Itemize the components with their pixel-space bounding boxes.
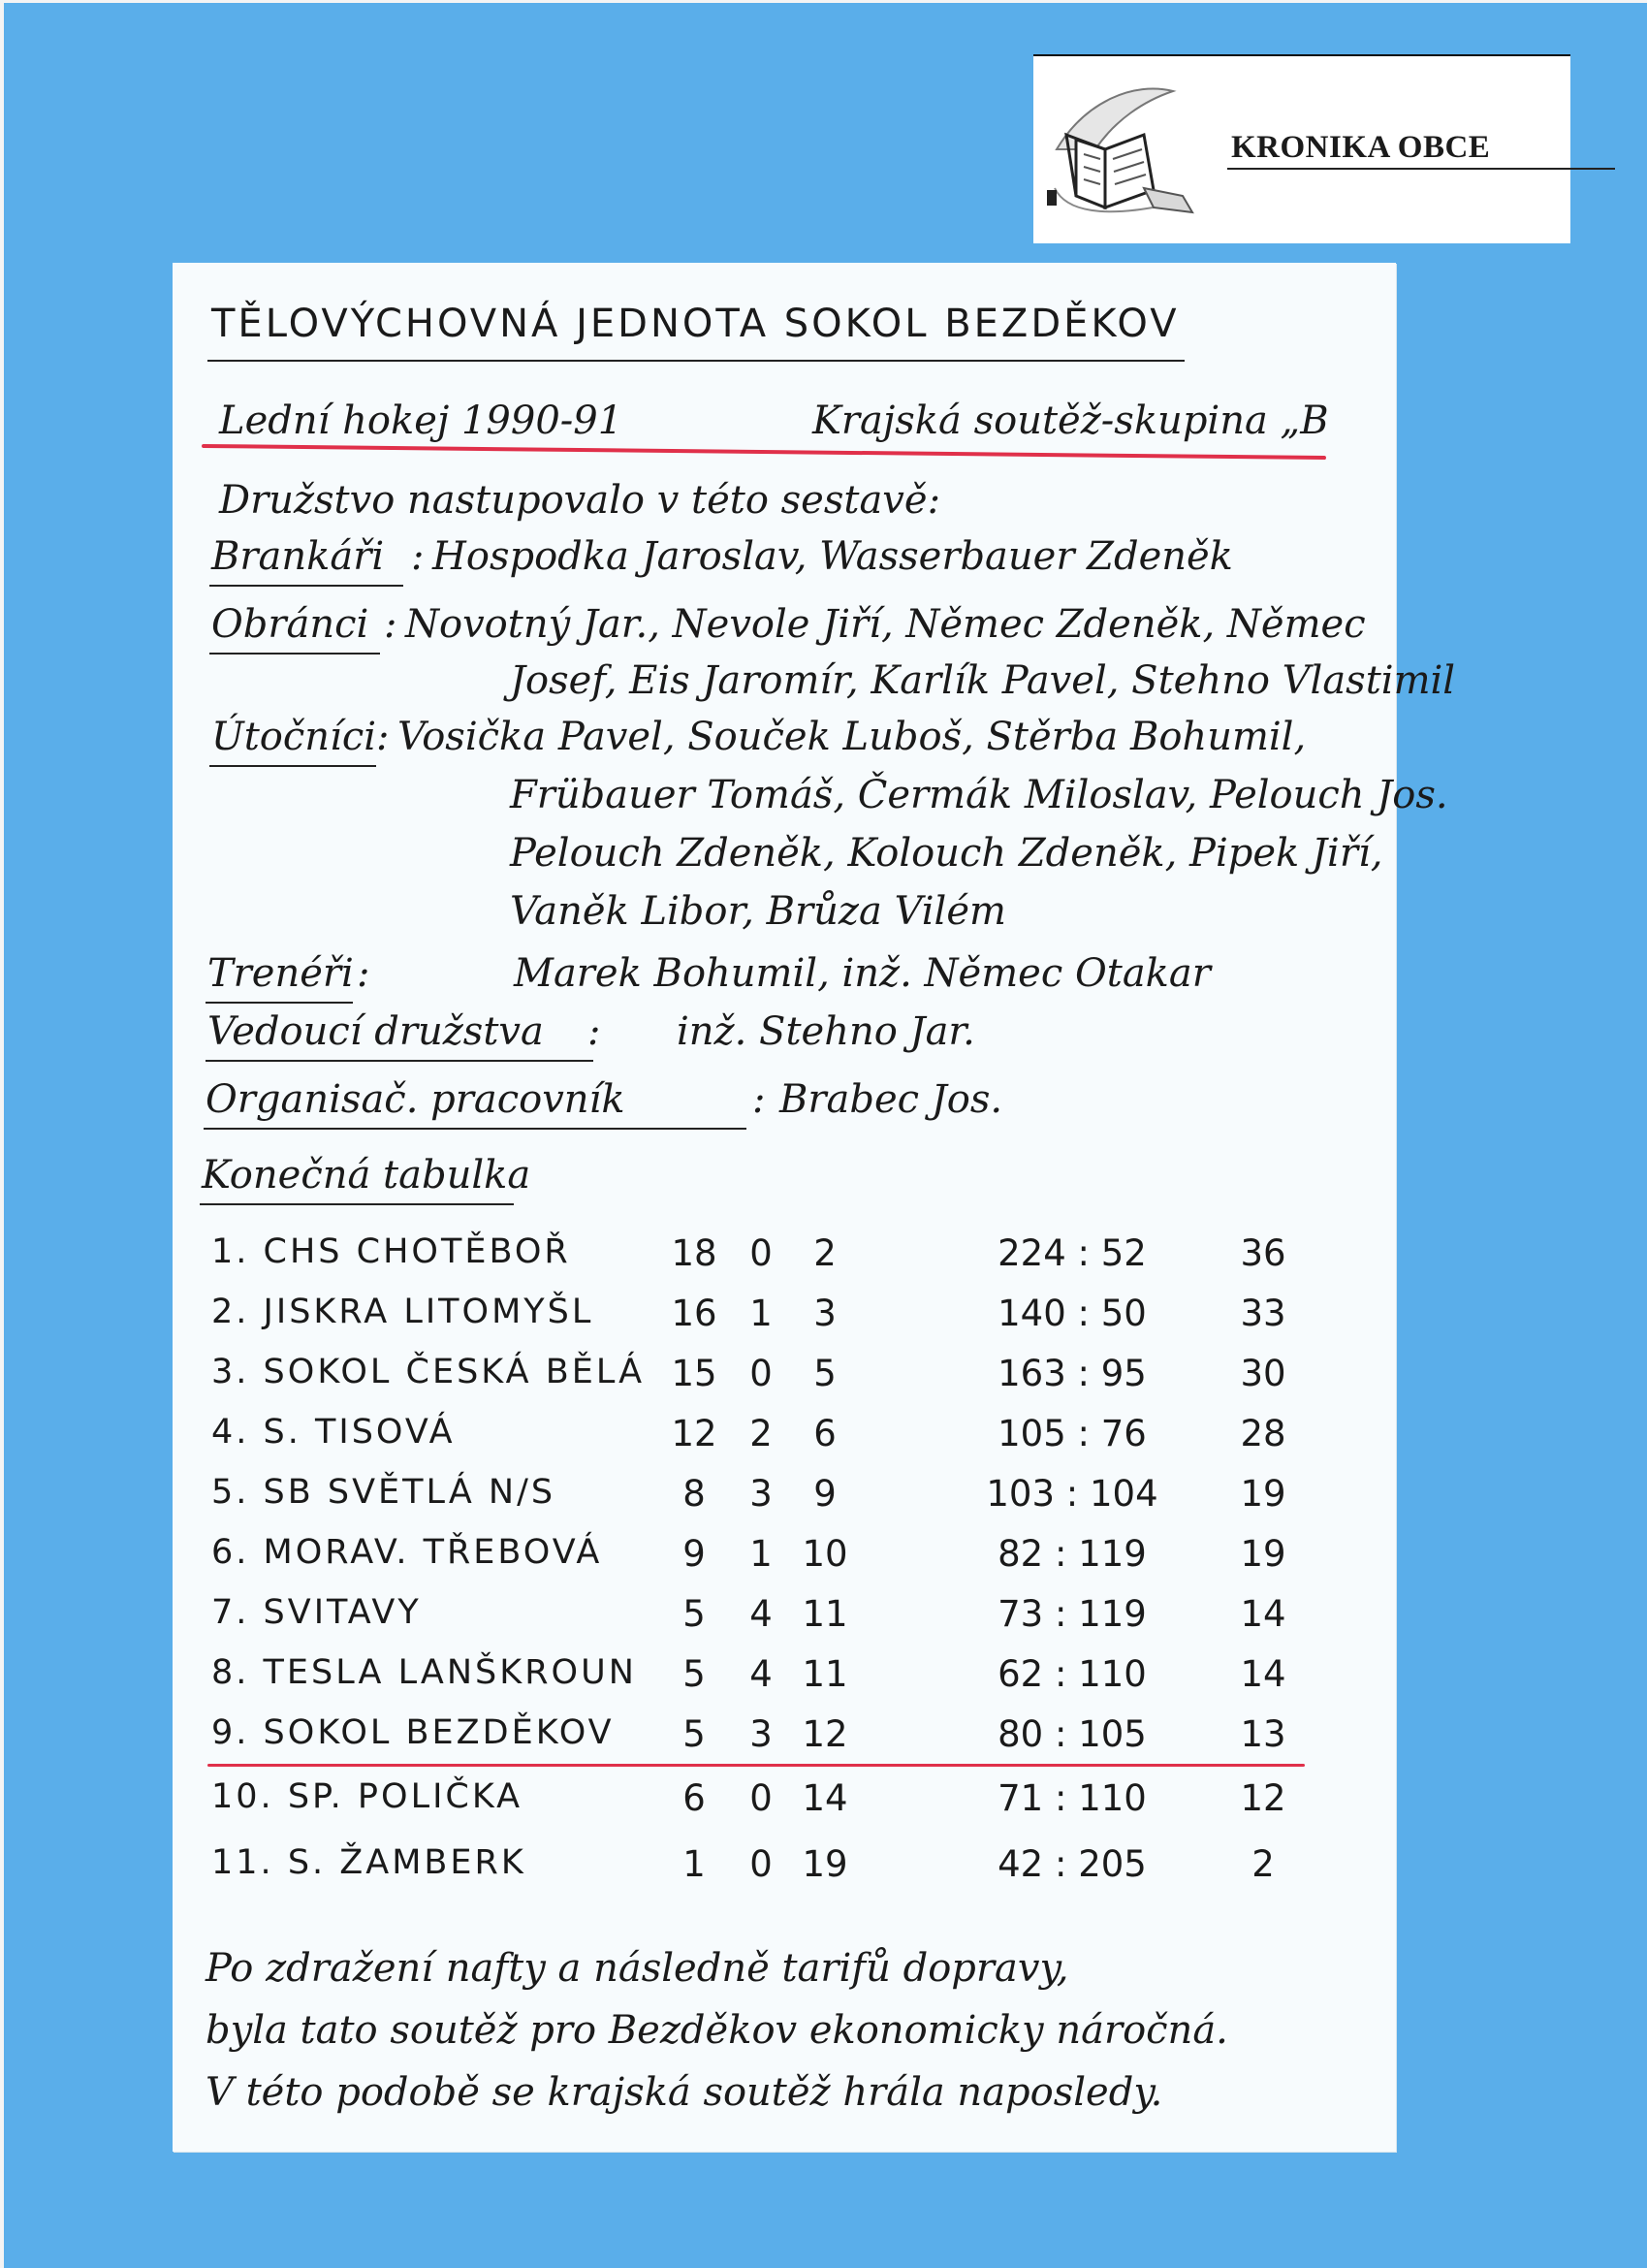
role-underline	[209, 585, 403, 587]
role-label-coaches: Trenéři	[207, 951, 354, 996]
draws: 0	[749, 1353, 773, 1394]
table-row-highlighted	[211, 1713, 1375, 1772]
table-row	[211, 1232, 1375, 1291]
team-name: 4. S. TISOVÁ	[211, 1413, 456, 1452]
team-manager-line: inž. Stehno Jar.	[677, 1009, 975, 1054]
draws: 3	[749, 1473, 773, 1515]
team-name: 1. CHS CHOTĚBOŘ	[211, 1232, 571, 1271]
draws: 0	[749, 1777, 773, 1819]
role-underline	[209, 765, 376, 767]
points: 12	[1240, 1777, 1286, 1819]
goalkeepers-line: Hospodka Jaroslav, Wasserbauer Zdeněk	[432, 534, 1233, 579]
wins: 5	[682, 1653, 706, 1695]
role-label-forwards: Útočníci	[211, 715, 377, 759]
handwritten-page: TĚLOVÝCHOVNÁ JEDNOTA SOKOL BEZDĚKOV Lední hokej 1990-91 Krajská soutěž-skupina „B Družstvo nastupovalo v této sestavě: Brankáři : Hospodka Jaroslav, Wasserbauer Zdeněk Obránci : Novotný Jar., Nevole Jiří, Němec Zdeněk, Němec Josef, Eis Jaromír, Karlík Pavel, Stehno Vlastimil Útočníci : Vosička Pavel, Souček Luboš, Stěrba Bohumil, Frübauer Tomáš, Čermák Miloslav, Pelouch Jos. Pelouch Zdeněk, Kolouch Zdeněk, Pipek Jiří, Vaněk Libor, Brůza Vilém Trenéři : Marek Bohumil, inž. Němec Otakar Vedoucí družstva : inž. Stehno Jar. Organisač. pracovník : Brabec Jos. Konečná tabulka 1. CHS CHOTĚBOŘ 18 0 2 224 : 52 36 2. JISKRA LITOMYŠL 16 1 3 140 : 50 33 3. SOKOL ČESKÁ BĚLÁ 15 0 5 163 : 95 30 4. S. TISOVÁ 12 2 6 105 : 76 28 5. SB SVĚTLÁ N/S 8 3 9 103 : 104 19 6. MORAV. TŘEBOVÁ 9 1 10 82 : 119 19 7. SVITAVY 5 4 11 73 : 119 14 8. TESLA LANŠKROUN 5 4 11 62 : 110 14 9. SOKOL BEZDĚKOV 5 3 12 80 : 105 13 10. SP. POLIČKA 6 0 14 71 : 110 12 11. S. ŽAMBERK 1 0 19 42 : 205 2 Po zdražení nafty a následně tarifů dopravy, byla tato soutěž pro Bezděkov ekonomicky náročná. V této podobě se krajská soutěž hrála naposledy.	[173, 263, 1396, 2152]
goal-score: 105 : 76	[998, 1413, 1147, 1454]
goal-score: 103 : 104	[986, 1473, 1158, 1515]
open-book-quill-icon	[1047, 81, 1221, 227]
page-heading: TĚLOVÝCHOVNÁ JEDNOTA SOKOL BEZDĚKOV	[211, 302, 1180, 346]
role-label-goalkeepers: Brankáři	[211, 534, 385, 579]
table-row	[211, 1533, 1375, 1591]
closing-line: V této podobě se krajská soutěž hrála naposledy.	[206, 2070, 1163, 2115]
points: 13	[1240, 1713, 1286, 1755]
team-name: 5. SB SVĚTLÁ N/S	[211, 1473, 556, 1512]
wins: 16	[671, 1293, 717, 1334]
wins: 15	[671, 1353, 717, 1394]
table-title-underline	[200, 1203, 514, 1205]
goal-score: 62 : 110	[998, 1653, 1147, 1695]
losses: 10	[802, 1533, 848, 1575]
losses: 11	[802, 1653, 848, 1695]
points: 33	[1240, 1293, 1286, 1334]
logo-title: KRONIKA OBCE	[1231, 130, 1491, 165]
closing-line: byla tato soutěž pro Bezděkov ekonomicky náročná.	[206, 2008, 1228, 2053]
forwards-line: Vosička Pavel, Souček Luboš, Stěrba Bohumil,	[397, 715, 1307, 759]
wins: 5	[682, 1593, 706, 1635]
losses: 2	[813, 1232, 837, 1274]
points: 19	[1240, 1533, 1286, 1575]
goal-score: 224 : 52	[998, 1232, 1147, 1274]
coaches-line: Marek Bohumil, inž. Němec Otakar	[514, 951, 1211, 996]
table-row	[211, 1843, 1375, 1901]
team-name: 10. SP. POLIČKA	[211, 1777, 523, 1816]
draws: 1	[749, 1293, 773, 1334]
defenders-line: Josef, Eis Jaromír, Karlík Pavel, Stehno Vlastimil	[510, 658, 1456, 703]
goal-score: 71 : 110	[998, 1777, 1147, 1819]
losses: 5	[813, 1353, 837, 1394]
table-row	[211, 1473, 1375, 1531]
role-label-team-manager: Vedoucí družstva	[207, 1009, 544, 1054]
wins: 18	[671, 1232, 717, 1274]
wins: 6	[682, 1777, 706, 1819]
table-title: Konečná tabulka	[202, 1153, 531, 1198]
table-row	[211, 1653, 1375, 1711]
wins: 1	[682, 1843, 706, 1885]
draws: 4	[749, 1653, 773, 1695]
season-red-underline	[202, 444, 1326, 460]
defenders-line: Novotný Jar., Nevole Jiří, Němec Zdeněk, Němec	[405, 602, 1366, 647]
lineup-intro: Družstvo nastupovalo v této sestavě:	[219, 478, 941, 523]
heading-underline	[207, 360, 1185, 362]
team-name: 9. SOKOL BEZDĚKOV	[211, 1713, 615, 1752]
closing-line: Po zdražení nafty a následně tarifů dopravy,	[206, 1946, 1069, 1991]
points: 14	[1240, 1593, 1286, 1635]
role-underline	[204, 1128, 746, 1130]
role-underline	[209, 653, 380, 655]
team-name: 3. SOKOL ČESKÁ BĚLÁ	[211, 1353, 646, 1391]
forwards-line: Vaněk Libor, Brůza Vilém	[510, 889, 1006, 934]
organiser-line: Brabec Jos.	[779, 1077, 1003, 1122]
team-name: 8. TESLA LANŠKROUN	[211, 1653, 637, 1692]
losses: 11	[802, 1593, 848, 1635]
table-row	[211, 1593, 1375, 1651]
points: 28	[1240, 1413, 1286, 1454]
goal-score: 82 : 119	[998, 1533, 1147, 1575]
losses: 19	[802, 1843, 848, 1885]
points: 2	[1251, 1843, 1275, 1885]
draws: 4	[749, 1593, 773, 1635]
draws: 1	[749, 1533, 773, 1575]
forwards-line: Pelouch Zdeněk, Kolouch Zdeněk, Pipek Jiří,	[510, 831, 1383, 876]
wins: 5	[682, 1713, 706, 1755]
team-name: 11. S. ŽAMBERK	[211, 1843, 526, 1882]
table-row	[211, 1353, 1375, 1411]
chronicle-logo	[1033, 54, 1570, 243]
losses: 12	[802, 1713, 848, 1755]
points: 19	[1240, 1473, 1286, 1515]
draws: 3	[749, 1713, 773, 1755]
table-row	[211, 1413, 1375, 1471]
points: 14	[1240, 1653, 1286, 1695]
team-name: 2. JISKRA LITOMYŠL	[211, 1293, 594, 1331]
team-name: 6. MORAV. TŘEBOVÁ	[211, 1533, 603, 1572]
points: 36	[1240, 1232, 1286, 1274]
wins: 8	[682, 1473, 706, 1515]
points: 30	[1240, 1353, 1286, 1394]
goal-score: 80 : 105	[998, 1713, 1147, 1755]
goal-score: 140 : 50	[998, 1293, 1147, 1334]
losses: 3	[813, 1293, 837, 1334]
competition-title: Krajská soutěž-skupina „B	[812, 399, 1329, 443]
role-underline	[206, 1002, 353, 1004]
wins: 9	[682, 1533, 706, 1575]
draws: 2	[749, 1413, 773, 1454]
losses: 14	[802, 1777, 848, 1819]
goal-score: 42 : 205	[998, 1843, 1147, 1885]
highlight-red-underline	[207, 1764, 1305, 1767]
goal-score: 163 : 95	[998, 1353, 1147, 1394]
table-row	[211, 1293, 1375, 1351]
role-label-defenders: Obránci	[211, 602, 369, 647]
losses: 6	[813, 1413, 837, 1454]
season-title: Lední hokej 1990-91	[219, 399, 623, 443]
logo-top-rule	[1033, 54, 1570, 56]
forwards-line: Frübauer Tomáš, Čermák Miloslav, Pelouch Jos.	[510, 773, 1448, 817]
wins: 12	[671, 1413, 717, 1454]
role-underline	[206, 1060, 593, 1062]
team-name: 7. SVITAVY	[211, 1593, 422, 1632]
goal-score: 73 : 119	[998, 1593, 1147, 1635]
losses: 9	[813, 1473, 837, 1515]
draws: 0	[749, 1843, 773, 1885]
table-row	[211, 1777, 1375, 1836]
role-label-organiser: Organisač. pracovník	[206, 1077, 625, 1122]
draws: 0	[749, 1232, 773, 1274]
logo-underline	[1227, 168, 1615, 170]
